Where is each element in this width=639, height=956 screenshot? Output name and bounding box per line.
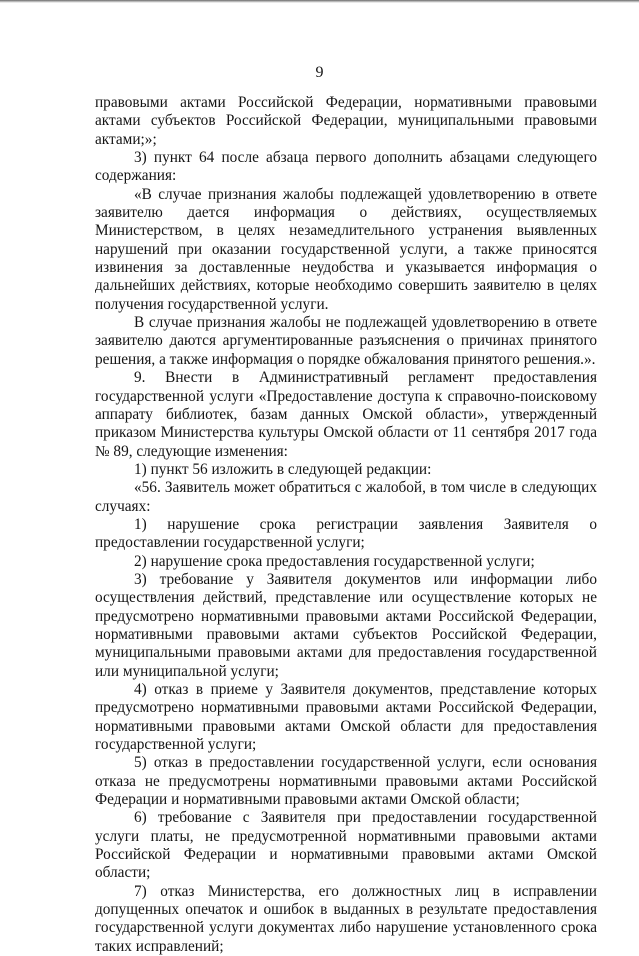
paragraph-item-3-point-64: 3) пункт 64 после абзаца первого дополнить абзацами следующего содержания:: [95, 149, 597, 185]
list-item-6: 6) требование с Заявителя при предоставлении государственной услуги платы, не предусмотренной нормативными правовыми актами Российской Федерации и нормативными правовыми актами Омской области;: [95, 809, 597, 882]
list-item-4: 4) отказ в приеме у Заявителя документов, представление которых предусмотрено нормативными правовыми актами Российской Федерации, нормативными правовыми актами Омской области для предоставления государственной услуги;: [95, 681, 597, 754]
paragraph-continuation: правовыми актами Российской Федерации, нормативными правовыми актами субъектов Российской Федерации, муниципальными правовыми актами;»;: [95, 94, 597, 148]
list-item-3: 3) требование у Заявителя документов или информации либо осуществления действий, представление или осуществление которых не предусмотрено нормативными правовыми актами Российской Федерации, нормативными правовыми актами субъектов Российской Федерации, муниципальными правовыми актами для предоставления государственной или муниципальной услуги;: [95, 570, 597, 680]
list-item-2: 2) нарушение срока предоставления государственной услуги;: [134, 552, 535, 570]
page-number: 9: [315, 64, 324, 81]
paragraph-complaint-rejected: В случае признания жалобы не подлежащей удовлетворению в ответе заявителю даются аргументированные разъяснения о причинах принятого решения, а также информация о порядке обжалования принятого решения.».: [95, 314, 597, 368]
paragraph-section-9: 9. Внести в Административный регламент предоставления государственной услуги «Предоставление доступа к справочно-поисковому аппарату библиотек, базам данных Омской области», утвержденный приказом Министерства культуры Омской области от 11 сентября 2017 года № 89, следующие изменения:: [95, 369, 597, 460]
paragraph-item-1-point-56: 1) пункт 56 изложить в следующей редакции:: [134, 460, 432, 478]
list-item-1: 1) нарушение срока регистрации заявления Заявителя о предоставлении государственной услуги;: [95, 515, 597, 552]
paragraph-point-56-intro: «56. Заявитель может обратиться с жалобой, в том числе в следующих случаях:: [95, 479, 597, 515]
list-item-7: 7) отказ Министерства, его должностных лиц в исправлении допущенных опечаток и ошибок в выданных в результате предоставления государственной услуги документах либо нарушение установленного срока таких исправлений;: [95, 882, 597, 955]
scan-top-edge: [0, 0, 639, 3]
paragraph-complaint-satisfied: «В случае признания жалобы подлежащей удовлетворению в ответе заявителю дается информация о действиях, осуществляемых Министерством, в целях незамедлительного устранения выявленных нарушений при оказании государственной услуги, а также приносятся извинения за доставленные неудобства и указывается информация о дальнейших действиях, которые необходимо совершить заявителю в целях получения государственной услуги.: [95, 185, 597, 313]
list-item-5: 5) отказ в предоставлении государственной услуги, если основания отказа не предусмотрены нормативными правовыми актами Российской Федерации и нормативными правовыми актами Омской области;: [95, 754, 597, 809]
document-body: [95, 94, 597, 956]
